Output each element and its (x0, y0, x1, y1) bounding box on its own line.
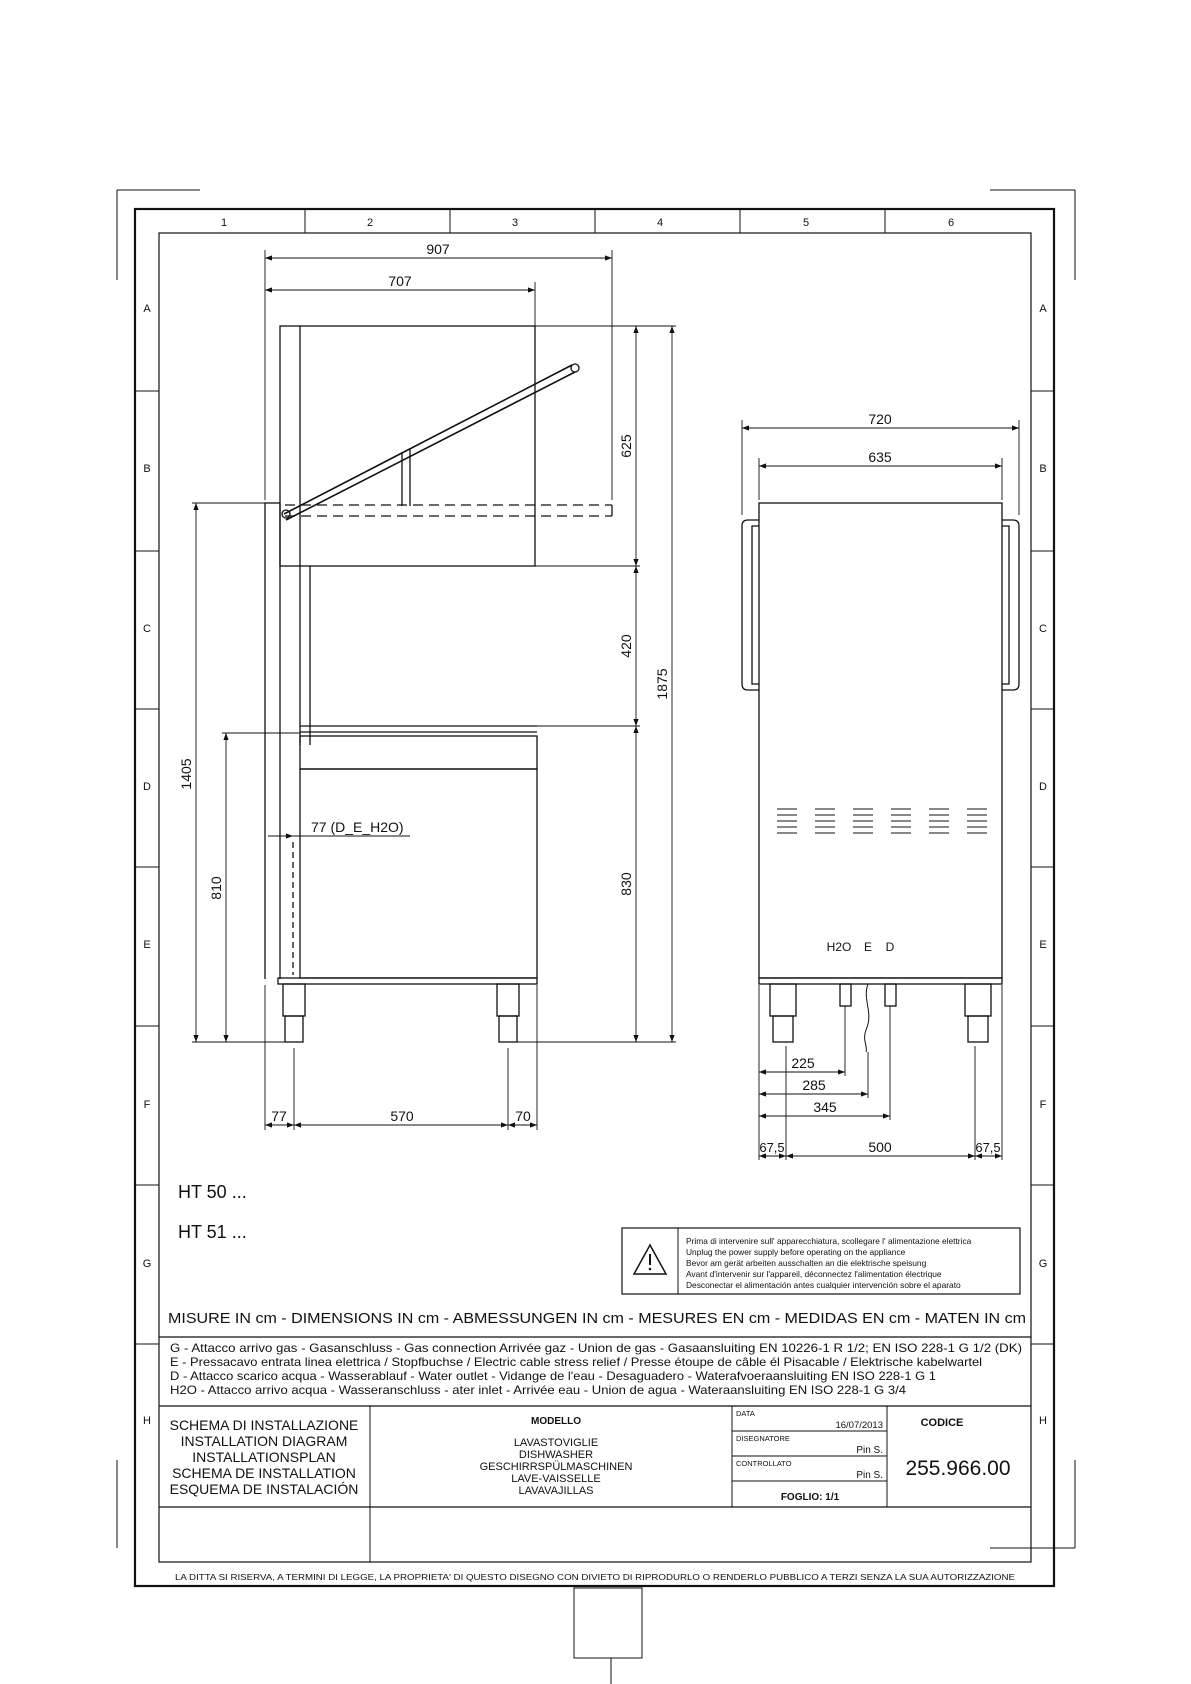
front-view-connection-labels (827, 940, 895, 954)
dim-hood-width: 707 (388, 273, 412, 289)
connection-d-label: D (885, 940, 895, 954)
dim-overall-width: 907 (426, 241, 450, 257)
legend-electric: E - Pressacavo entrata linea elettrica / Stopfbuchse / Electric cable stress relief / Presse étoupe de câble él Pisacable / Elektrische kabelwartel (170, 1355, 983, 1369)
model-line-fr: LAVE-VAISSELLE (511, 1473, 601, 1485)
dim-left-margin: 67,5 (759, 1140, 785, 1155)
checked-label: CONTROLLATO (736, 1459, 792, 1468)
dim-cabinet-height: 830 (618, 872, 634, 896)
grid-col-6: 6 (947, 217, 955, 229)
designer-label: DISEGNATORE (736, 1434, 790, 1443)
copyright-notice: LA DITTA SI RISERVA, A TERMINI DI LEGGE, LA PROPRIETA' DI QUESTO DISEGNO CON DIVIETO DI RIPRODURLO O RENDERLO PUBBLICO A TERZI SENZA LA SUA AUTORIZZAZIONE (175, 1572, 1016, 1582)
grid-col-3: 3 (511, 217, 519, 229)
dim-total-height: 1875 (654, 668, 670, 700)
model-line-es: LAVAVAJILLAS (518, 1485, 594, 1497)
dim-foot-right: 70 (515, 1108, 531, 1124)
date-label: DATA (736, 1409, 755, 1418)
dim-hood-height: 625 (618, 434, 634, 458)
dim-base-height: 810 (208, 876, 224, 900)
diagram-title-fr: SCHEMA DE INSTALLATION (172, 1465, 356, 1481)
grid-col-5: 5 (802, 217, 810, 229)
dim-opening-height: 420 (618, 634, 634, 658)
grid-row-b-left: B (143, 463, 151, 475)
front-view-dimension-labels (759, 411, 1000, 1155)
model-labels (178, 1182, 247, 1242)
dim-345: 345 (813, 1099, 837, 1115)
warning-box (622, 1228, 1020, 1294)
grid-row-g-left: G (142, 1258, 152, 1270)
model-line-en: DISHWASHER (518, 1449, 594, 1461)
dim-connection-offset: 77 (D_E_H2O) (311, 819, 404, 835)
dim-outer-width: 720 (868, 411, 892, 427)
model-line-it: LAVASTOVIGLIE (513, 1437, 599, 1449)
legend-water: H2O - Attacco arrivo acqua - Wasseranschluss - ater inlet - Arrivée eau - Union de agua - Wateraansluiting EN ISO 228-1 G 3/4 (170, 1383, 907, 1397)
grid-col-1: 1 (220, 217, 228, 229)
grid-row-c-right: C (1039, 623, 1047, 635)
dim-225: 225 (791, 1055, 815, 1071)
code-value: 255.966.00 (905, 1457, 1011, 1480)
title-block (159, 1406, 1031, 1562)
grid-row-g-right: G (1038, 1258, 1048, 1270)
grid-row-a-left: A (143, 303, 151, 315)
code-label: CODICE (920, 1417, 964, 1429)
diagram-title-en: INSTALLATION DIAGRAM (180, 1433, 348, 1449)
warning-line-4: Avant d'intervenir sur l'appareil, déconnectez l'alimentation électrique (686, 1269, 942, 1279)
diagram-title-it: SCHEMA DI INSTALLAZIONE (169, 1417, 359, 1433)
grid-col-2: 2 (366, 217, 374, 229)
warning-line-2: Unplug the power supply before operating on the appliance (686, 1247, 906, 1257)
grid-row-h-left: H (143, 1415, 151, 1427)
sheet-number: FOGLIO: 1/1 (780, 1492, 840, 1503)
dim-center-width: 500 (868, 1139, 892, 1155)
front-view-dimensions (742, 420, 1019, 1160)
checked-value: Pin S. (856, 1470, 883, 1481)
dim-left-height: 1405 (178, 758, 194, 790)
connection-h2o-label: H2O (826, 940, 852, 954)
connection-legend (170, 1341, 1022, 1397)
dim-foot-span: 570 (390, 1108, 414, 1124)
connection-e-label: E (863, 940, 873, 954)
warning-line-5: Desconectar el alimentación antes cualquier intervención sobre el aparato (686, 1280, 961, 1290)
grid-column-labels (221, 217, 954, 229)
grid-row-d-left: D (143, 781, 151, 793)
grid-row-h-right: H (1039, 1415, 1047, 1427)
dim-foot-left: 77 (271, 1108, 287, 1124)
units-line: MISURE IN cm - DIMENSIONS IN cm - ABMESSUNGEN IN cm - MESURES EN cm - MEDIDAS EN cm - MATEN IN cm (168, 1311, 1026, 1327)
dim-body-width: 635 (868, 449, 892, 465)
side-view-drawing (265, 326, 612, 1042)
designer-value: Pin S. (856, 1445, 883, 1456)
warning-triangle-icon (634, 1245, 666, 1274)
side-view-dimension-labels (178, 241, 670, 1124)
legend-gas: G - Attacco arrivo gas - Gasanschluss - Gas connection Arrivée gaz - Union de gas - Gasaansluiting EN 10226-1 R 1/2; EN ISO 228-1 G 1/2 (DK) (170, 1341, 1022, 1355)
front-view-vents (777, 809, 987, 833)
model-ht50: HT 50 ... (178, 1182, 247, 1202)
grid-row-e-left: E (143, 939, 151, 951)
grid-row-a-right: A (1039, 303, 1047, 315)
legend-drain: D - Attacco scarico acqua - Wasserablauf - Water outlet - Vidange de l'eau - Desaguadero - Waterafvoeraansluiting EN ISO 228-1 G 1 (170, 1369, 937, 1383)
grid-row-f-left: F (143, 1099, 151, 1111)
model-line-de: GESCHIRRSPÜLMASCHINEN (479, 1461, 633, 1473)
diagram-title-de: INSTALLATIONSPLAN (192, 1449, 336, 1465)
grid-row-b-right: B (1039, 463, 1047, 475)
page-number-box (574, 1588, 642, 1684)
grid-row-d-right: D (1039, 781, 1047, 793)
dim-285: 285 (802, 1077, 826, 1093)
grid-row-e-right: E (1039, 939, 1047, 951)
grid-row-c-left: C (143, 623, 151, 635)
warning-line-1: Prima di intervenire sull' apparecchiatura, scollegare l' alimentazione elettrica (686, 1236, 972, 1246)
diagram-title-es: ESQUEMA DE INSTALACIÓN (169, 1481, 359, 1497)
grid-row-f-right: F (1039, 1099, 1047, 1111)
grid-col-4: 4 (656, 217, 664, 229)
warning-line-3: Bevor am gerät arbeiten ausschalten an die elektrische speisung (686, 1258, 927, 1268)
dim-right-margin: 67,5 (975, 1140, 1001, 1155)
model-ht51: HT 51 ... (178, 1222, 247, 1242)
front-view-drawing (742, 503, 1019, 1052)
model-label: MODELLO (531, 1416, 581, 1427)
date-value: 16/07/2013 (835, 1420, 883, 1431)
